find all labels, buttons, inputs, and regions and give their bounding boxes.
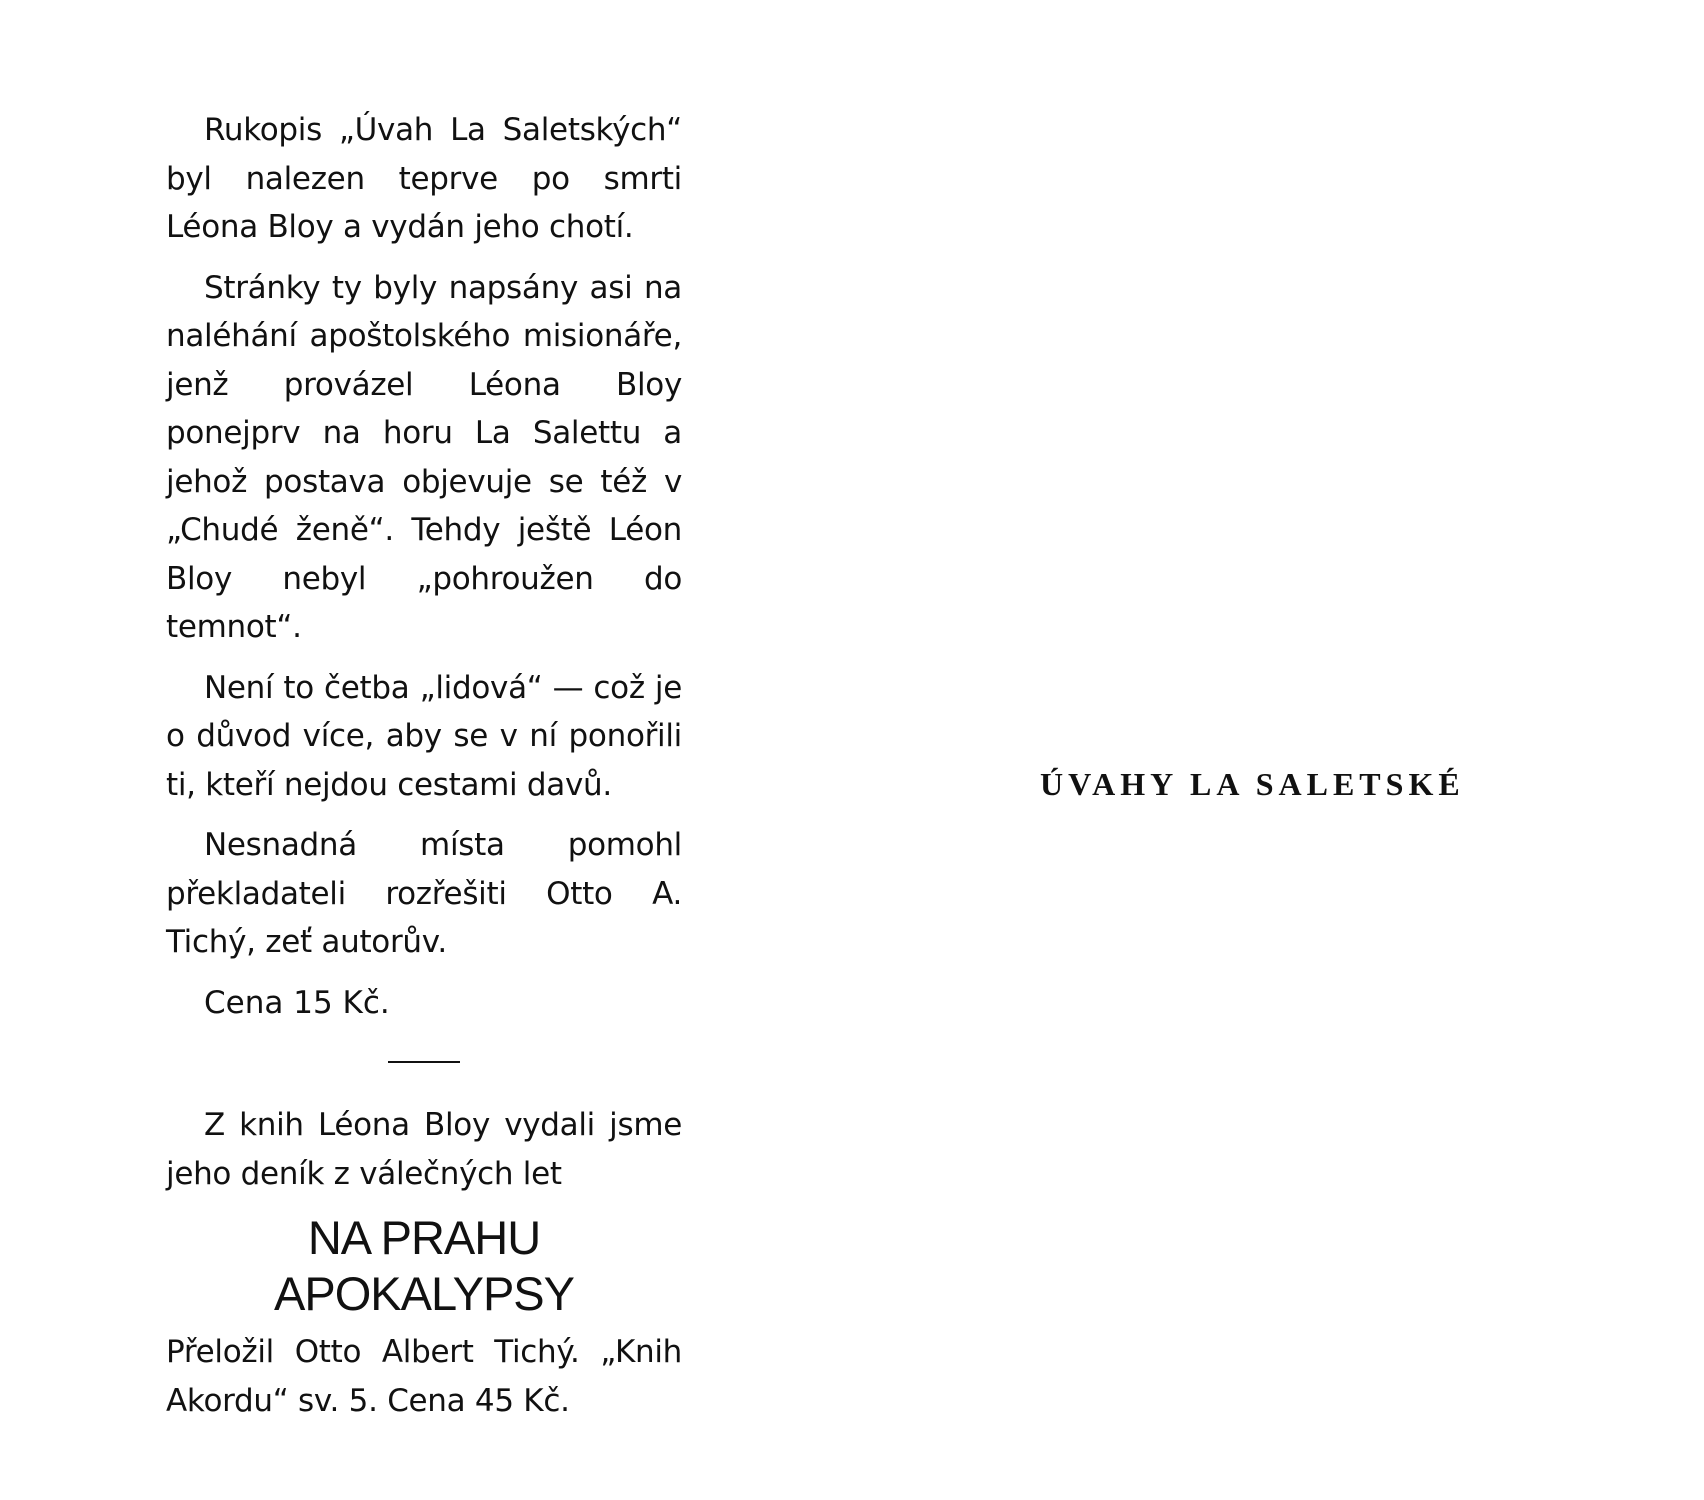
paragraph-manuscript: Rukopis „Úvah La Saletských“ byl nalezen teprve po smrti Léona Bloy a vydán jeho chotí. [166, 112, 682, 245]
price-text: Cena 15 Kč. [204, 984, 390, 1021]
paragraph-reading: Není to četba „lidová“ — což je o důvod více, aby se v ní ponořili ti, kteří nejdou cestami davů. [166, 669, 682, 803]
book-title [166, 1210, 682, 1322]
paragraph-missionary: Stránky ty byly napsány asi na naléhání apoštolského misionáře, jenž provázel Léona Bloy ponejprv na horu La Salettu a jehož postava objevuje se též v „Chudé ženě“. Tehdy ještě Léon Bloy nebyl „pohroužen do temnot“. [166, 269, 682, 645]
book-title-line-2: APOKALYPSY [274, 1267, 574, 1320]
left-page [166, 106, 682, 1425]
page-title: ÚVAHY LA SALETSKÉ [1040, 766, 1465, 802]
section-divider [388, 1061, 460, 1063]
paragraph-translator: Nesnadná místa pomohl překladateli rozřešiti Otto A. Tichý, zeť autorův. [166, 827, 682, 960]
book-details: Přeložil Otto Albert Tichý. „Knih Akordu“ sv. 5. Cena 45 Kč. [166, 1334, 682, 1419]
book-title-line-1: NA PRAHU [307, 1211, 541, 1264]
paragraph-announcement: Z knih Léona Bloy vydali jsme jeho deník z válečných let [166, 1107, 682, 1192]
